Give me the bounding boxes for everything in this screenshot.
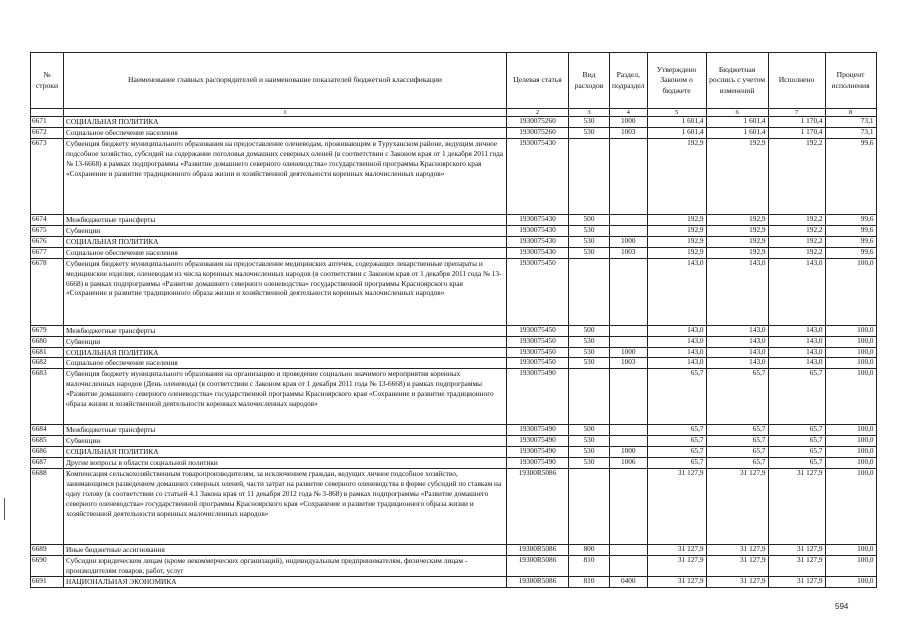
row-name: НАЦИОНАЛЬНАЯ ЭКОНОМИКА bbox=[64, 576, 507, 587]
approved-amount: 31 127,9 bbox=[647, 469, 706, 545]
expense-type: 530 bbox=[569, 347, 610, 358]
row-number: 6691 bbox=[31, 576, 64, 587]
table-row bbox=[31, 214, 877, 225]
column-number-row bbox=[31, 109, 877, 117]
target-article: 19300R5086 bbox=[507, 545, 569, 556]
row-number: 6687 bbox=[31, 458, 64, 469]
executed-amount: 192,2 bbox=[768, 247, 825, 258]
executed-amount: 31 127,9 bbox=[768, 576, 825, 587]
plan-amount: 31 127,9 bbox=[706, 555, 768, 576]
plan-amount: 31 127,9 bbox=[706, 469, 768, 545]
col-header-budget-plan: Бюджетная роспись с учетом изменений bbox=[706, 53, 768, 109]
target-article: 1930075450 bbox=[507, 336, 569, 347]
row-name: СОЦИАЛЬНАЯ ПОЛИТИКА bbox=[64, 347, 507, 358]
plan-amount: 1 601,4 bbox=[706, 128, 768, 139]
row-name: Межбюджетные трансферты bbox=[64, 214, 507, 225]
approved-amount: 65,7 bbox=[647, 447, 706, 458]
expense-type: 530 bbox=[569, 128, 610, 139]
target-article: 1930075490 bbox=[507, 458, 569, 469]
row-number: 6674 bbox=[31, 214, 64, 225]
row-number: 6680 bbox=[31, 336, 64, 347]
table-row bbox=[31, 555, 877, 576]
row-name: Субвенция бюджету муниципального образования на предоставление медицинских аптечек, содержащих лекарственные препараты и медицинские изделия, оленеводам из числа коренных малочисленных народов (в соответствии с Законом края от 1 декабря 2011 года № 13-6668) в рамках подпрограммы «Развитие домашнего северного оленеводства» государственной программы Красноярского края «Сохранение и развитие традиционного образа жизни и хозяйственной деятельности коренных малочисленных народов» bbox=[64, 258, 507, 325]
row-name: Субвенции bbox=[64, 225, 507, 236]
approved-amount: 1 601,4 bbox=[647, 128, 706, 139]
row-number: 6673 bbox=[31, 138, 64, 214]
table-row bbox=[31, 258, 877, 325]
row-name: Субвенция бюджету муниципального образования на предоставление оленеводам, проживающим в Туруханском районе, ведущим личное подсобное хозяйство, субсидий на содержание поголовья домашних северных оленей (в соответствии с Законом края от 1 декабря 2011 года № 13-6668) в рамках подпрограммы «Развитие домашнего северного оленеводства» государственной программы Красноярского края «Сохранение и развитие традиционного образа жизни и хозяйственной деятельности коренных малочисленных народов» bbox=[64, 138, 507, 214]
col-header-section: Раздел, подраздел bbox=[610, 53, 648, 109]
plan-amount: 143,0 bbox=[706, 258, 768, 325]
table-row bbox=[31, 128, 877, 139]
execution-percent: 99,6 bbox=[825, 214, 876, 225]
col-number: 2 bbox=[507, 109, 569, 117]
target-article: 1930075450 bbox=[507, 325, 569, 336]
row-number: 6682 bbox=[31, 358, 64, 369]
table-row bbox=[31, 236, 877, 247]
row-number: 6677 bbox=[31, 247, 64, 258]
row-number: 6675 bbox=[31, 225, 64, 236]
row-number: 6681 bbox=[31, 347, 64, 358]
row-name: СОЦИАЛЬНАЯ ПОЛИТИКА bbox=[64, 117, 507, 128]
target-article: 19300R5086 bbox=[507, 469, 569, 545]
table-row bbox=[31, 336, 877, 347]
col-number: 6 bbox=[706, 109, 768, 117]
expense-type: 500 bbox=[569, 425, 610, 436]
section-code: 0400 bbox=[610, 576, 648, 587]
target-article: 1930075430 bbox=[507, 247, 569, 258]
row-name: Субсидии юридическим лицам (кроме некоммерческих организаций), индивидуальным предпринимателям, физическим лицам - производителям товаров, работ, услуг bbox=[64, 555, 507, 576]
row-number: 6686 bbox=[31, 447, 64, 458]
section-code: 1003 bbox=[610, 128, 648, 139]
approved-amount: 1 601,4 bbox=[647, 117, 706, 128]
plan-amount: 143,0 bbox=[706, 358, 768, 369]
section-code: 1003 bbox=[610, 247, 648, 258]
approved-amount: 192,9 bbox=[647, 138, 706, 214]
section-code: 1000 bbox=[610, 447, 648, 458]
expense-type bbox=[569, 258, 610, 325]
approved-amount: 31 127,9 bbox=[647, 555, 706, 576]
col-header-name: Наименование главных распорядителей и наименование показателей бюджетной классификации bbox=[64, 53, 507, 109]
row-number: 6678 bbox=[31, 258, 64, 325]
target-article: 1930075450 bbox=[507, 358, 569, 369]
col-header-approved: Утверждено Законом о бюджете bbox=[647, 53, 706, 109]
row-name: Межбюджетные трансферты bbox=[64, 425, 507, 436]
execution-percent: 100,0 bbox=[825, 576, 876, 587]
section-code bbox=[610, 436, 648, 447]
expense-type: 530 bbox=[569, 247, 610, 258]
execution-percent: 100,0 bbox=[825, 358, 876, 369]
target-article: 19300R5086 bbox=[507, 576, 569, 587]
executed-amount: 65,7 bbox=[768, 369, 825, 425]
row-name: Субвенция бюджету муниципального образования на организацию и проведение социально значимого мероприятия коренных малочисленных народов (День оленевода) (в соответствии с Законом края от 1 декабря 2011 года № 13-6668) в рамках подпрограммы «Развитие домашнего северного оленеводства» государственной программы Красноярского края «Сохранение и развитие традиционного образа жизни и хозяйственной деятельности коренных малочисленных народов» bbox=[64, 369, 507, 425]
expense-type bbox=[569, 469, 610, 545]
execution-percent: 99,6 bbox=[825, 247, 876, 258]
row-number: 6671 bbox=[31, 117, 64, 128]
execution-percent: 73,1 bbox=[825, 117, 876, 128]
expense-type bbox=[569, 369, 610, 425]
col-number: 1 bbox=[64, 109, 507, 117]
section-code: 1003 bbox=[610, 358, 648, 369]
row-name: СОЦИАЛЬНАЯ ПОЛИТИКА bbox=[64, 447, 507, 458]
execution-percent: 100,0 bbox=[825, 545, 876, 556]
col-number: 7 bbox=[768, 109, 825, 117]
executed-amount: 31 127,9 bbox=[768, 545, 825, 556]
approved-amount: 192,9 bbox=[647, 236, 706, 247]
margin-mark bbox=[4, 498, 5, 520]
approved-amount: 192,9 bbox=[647, 247, 706, 258]
execution-percent: 100,0 bbox=[825, 447, 876, 458]
section-code bbox=[610, 225, 648, 236]
expense-type: 500 bbox=[569, 214, 610, 225]
section-code bbox=[610, 325, 648, 336]
plan-amount: 65,7 bbox=[706, 425, 768, 436]
section-code bbox=[610, 258, 648, 325]
approved-amount: 31 127,9 bbox=[647, 576, 706, 587]
approved-amount: 143,0 bbox=[647, 336, 706, 347]
expense-type: 530 bbox=[569, 458, 610, 469]
table-row bbox=[31, 138, 877, 214]
executed-amount: 192,2 bbox=[768, 236, 825, 247]
approved-amount: 143,0 bbox=[647, 358, 706, 369]
row-number: 6688 bbox=[31, 469, 64, 545]
row-name: Компенсация сельскохозяйственным товаропроизводителям, за исключением граждан, ведущих личное подсобное хозяйство, занимающимся разведением домашних северных оленей, части затрат на развитие северного оленеводства в форме субсидий по ставкам на одну голову (в соответствии со статьей 4.1 Закона края от 11 декабря 2012 года № 3-868) в рамках подпрограммы «Развитие домашнего северного оленеводства» государственной программы Красноярского края «Сохранение и развитие традиционного образа жизни и хозяйственной деятельности коренных малочисленных народов» bbox=[64, 469, 507, 545]
col-number: 5 bbox=[647, 109, 706, 117]
section-code bbox=[610, 425, 648, 436]
col-header-target-article: Целевая статья bbox=[507, 53, 569, 109]
table-row bbox=[31, 247, 877, 258]
section-code bbox=[610, 545, 648, 556]
col-number: 4 bbox=[610, 109, 648, 117]
row-number: 6690 bbox=[31, 555, 64, 576]
plan-amount: 65,7 bbox=[706, 447, 768, 458]
table-row bbox=[31, 469, 877, 545]
executed-amount: 143,0 bbox=[768, 336, 825, 347]
table-row bbox=[31, 545, 877, 556]
approved-amount: 192,9 bbox=[647, 214, 706, 225]
target-article: 1930075260 bbox=[507, 128, 569, 139]
header-row bbox=[31, 53, 877, 109]
executed-amount: 192,2 bbox=[768, 225, 825, 236]
executed-amount: 192,2 bbox=[768, 138, 825, 214]
plan-amount: 1 601,4 bbox=[706, 117, 768, 128]
col-header-expense-type: Вид расходов bbox=[569, 53, 610, 109]
approved-amount: 192,9 bbox=[647, 225, 706, 236]
execution-percent: 100,0 bbox=[825, 425, 876, 436]
target-article: 1930075450 bbox=[507, 347, 569, 358]
approved-amount: 65,7 bbox=[647, 436, 706, 447]
table-row bbox=[31, 325, 877, 336]
section-code bbox=[610, 369, 648, 425]
approved-amount: 65,7 bbox=[647, 369, 706, 425]
executed-amount: 31 127,9 bbox=[768, 555, 825, 576]
section-code bbox=[610, 555, 648, 576]
target-article: 1930075490 bbox=[507, 369, 569, 425]
table-row bbox=[31, 425, 877, 436]
table-row bbox=[31, 458, 877, 469]
target-article: 1930075450 bbox=[507, 258, 569, 325]
row-name: Межбюджетные трансферты bbox=[64, 325, 507, 336]
expense-type: 810 bbox=[569, 555, 610, 576]
col-header-row-number: № строки bbox=[31, 53, 64, 109]
target-article: 1930075430 bbox=[507, 214, 569, 225]
execution-percent: 100,0 bbox=[825, 369, 876, 425]
col-header-executed: Исполнено bbox=[768, 53, 825, 109]
expense-type: 530 bbox=[569, 336, 610, 347]
row-number: 6689 bbox=[31, 545, 64, 556]
row-number: 6676 bbox=[31, 236, 64, 247]
execution-percent: 100,0 bbox=[825, 336, 876, 347]
table-row bbox=[31, 436, 877, 447]
table-row bbox=[31, 117, 877, 128]
expense-type: 530 bbox=[569, 358, 610, 369]
target-article: 1930075430 bbox=[507, 236, 569, 247]
executed-amount: 143,0 bbox=[768, 258, 825, 325]
approved-amount: 31 127,9 bbox=[647, 545, 706, 556]
target-article: 1930075260 bbox=[507, 117, 569, 128]
executed-amount: 65,7 bbox=[768, 425, 825, 436]
execution-percent: 100,0 bbox=[825, 436, 876, 447]
section-code: 1006 bbox=[610, 458, 648, 469]
expense-type: 530 bbox=[569, 447, 610, 458]
execution-percent: 99,6 bbox=[825, 236, 876, 247]
plan-amount: 65,7 bbox=[706, 436, 768, 447]
plan-amount: 143,0 bbox=[706, 336, 768, 347]
plan-amount: 31 127,9 bbox=[706, 545, 768, 556]
executed-amount: 1 170,4 bbox=[768, 117, 825, 128]
section-code: 1000 bbox=[610, 347, 648, 358]
table-row bbox=[31, 447, 877, 458]
executed-amount: 31 127,9 bbox=[768, 469, 825, 545]
table-row bbox=[31, 347, 877, 358]
execution-percent: 73,1 bbox=[825, 128, 876, 139]
target-article: 1930075490 bbox=[507, 447, 569, 458]
row-number: 6684 bbox=[31, 425, 64, 436]
expense-type: 810 bbox=[569, 576, 610, 587]
executed-amount: 143,0 bbox=[768, 347, 825, 358]
col-header-percent: Процент исполнения bbox=[825, 53, 876, 109]
executed-amount: 192,2 bbox=[768, 214, 825, 225]
executed-amount: 143,0 bbox=[768, 358, 825, 369]
execution-percent: 100,0 bbox=[825, 458, 876, 469]
row-name: Иные бюджетные ассигнования bbox=[64, 545, 507, 556]
approved-amount: 143,0 bbox=[647, 325, 706, 336]
execution-percent: 100,0 bbox=[825, 469, 876, 545]
approved-amount: 65,7 bbox=[647, 458, 706, 469]
plan-amount: 192,9 bbox=[706, 138, 768, 214]
section-code bbox=[610, 138, 648, 214]
execution-percent: 100,0 bbox=[825, 555, 876, 576]
expense-type: 800 bbox=[569, 545, 610, 556]
target-article: 1930075490 bbox=[507, 436, 569, 447]
col-number: 3 bbox=[569, 109, 610, 117]
row-name: Социальное обеспечение населения bbox=[64, 247, 507, 258]
approved-amount: 143,0 bbox=[647, 347, 706, 358]
execution-percent: 100,0 bbox=[825, 325, 876, 336]
row-name: Субвенции bbox=[64, 436, 507, 447]
target-article: 1930075430 bbox=[507, 138, 569, 214]
row-number: 6683 bbox=[31, 369, 64, 425]
row-name: Субвенции bbox=[64, 336, 507, 347]
execution-percent: 99,6 bbox=[825, 225, 876, 236]
executed-amount: 65,7 bbox=[768, 458, 825, 469]
row-name: Другие вопросы в области социальной политики bbox=[64, 458, 507, 469]
plan-amount: 192,9 bbox=[706, 214, 768, 225]
executed-amount: 65,7 bbox=[768, 436, 825, 447]
target-article: 19300R5086 bbox=[507, 555, 569, 576]
section-code bbox=[610, 214, 648, 225]
expense-type: 530 bbox=[569, 236, 610, 247]
table-body bbox=[31, 117, 877, 588]
row-number: 6672 bbox=[31, 128, 64, 139]
expense-type: 530 bbox=[569, 436, 610, 447]
plan-amount: 143,0 bbox=[706, 347, 768, 358]
row-name: СОЦИАЛЬНАЯ ПОЛИТИКА bbox=[64, 236, 507, 247]
target-article: 1930075430 bbox=[507, 225, 569, 236]
expense-type: 530 bbox=[569, 225, 610, 236]
row-name: Социальное обеспечение населения bbox=[64, 128, 507, 139]
expense-type: 530 bbox=[569, 117, 610, 128]
plan-amount: 65,7 bbox=[706, 369, 768, 425]
budget-execution-table bbox=[30, 52, 877, 588]
execution-percent: 100,0 bbox=[825, 347, 876, 358]
table-row bbox=[31, 369, 877, 425]
plan-amount: 31 127,9 bbox=[706, 576, 768, 587]
executed-amount: 143,0 bbox=[768, 325, 825, 336]
expense-type: 500 bbox=[569, 325, 610, 336]
table-row bbox=[31, 358, 877, 369]
row-name: Социальное обеспечение населения bbox=[64, 358, 507, 369]
plan-amount: 143,0 bbox=[706, 325, 768, 336]
target-article: 1930075490 bbox=[507, 425, 569, 436]
table-row bbox=[31, 225, 877, 236]
section-code bbox=[610, 336, 648, 347]
executed-amount: 1 170,4 bbox=[768, 128, 825, 139]
executed-amount: 65,7 bbox=[768, 447, 825, 458]
col-number: 8 bbox=[825, 109, 876, 117]
approved-amount: 143,0 bbox=[647, 258, 706, 325]
table-row bbox=[31, 576, 877, 587]
plan-amount: 192,9 bbox=[706, 247, 768, 258]
section-code: 1000 bbox=[610, 117, 648, 128]
row-number: 6679 bbox=[31, 325, 64, 336]
plan-amount: 192,9 bbox=[706, 225, 768, 236]
plan-amount: 192,9 bbox=[706, 236, 768, 247]
expense-type bbox=[569, 138, 610, 214]
execution-percent: 99,6 bbox=[825, 138, 876, 214]
approved-amount: 65,7 bbox=[647, 425, 706, 436]
row-number: 6685 bbox=[31, 436, 64, 447]
section-code: 1000 bbox=[610, 236, 648, 247]
execution-percent: 100,0 bbox=[825, 258, 876, 325]
plan-amount: 65,7 bbox=[706, 458, 768, 469]
page-number: 594 bbox=[835, 602, 849, 611]
section-code bbox=[610, 469, 648, 545]
col-number bbox=[31, 109, 64, 117]
